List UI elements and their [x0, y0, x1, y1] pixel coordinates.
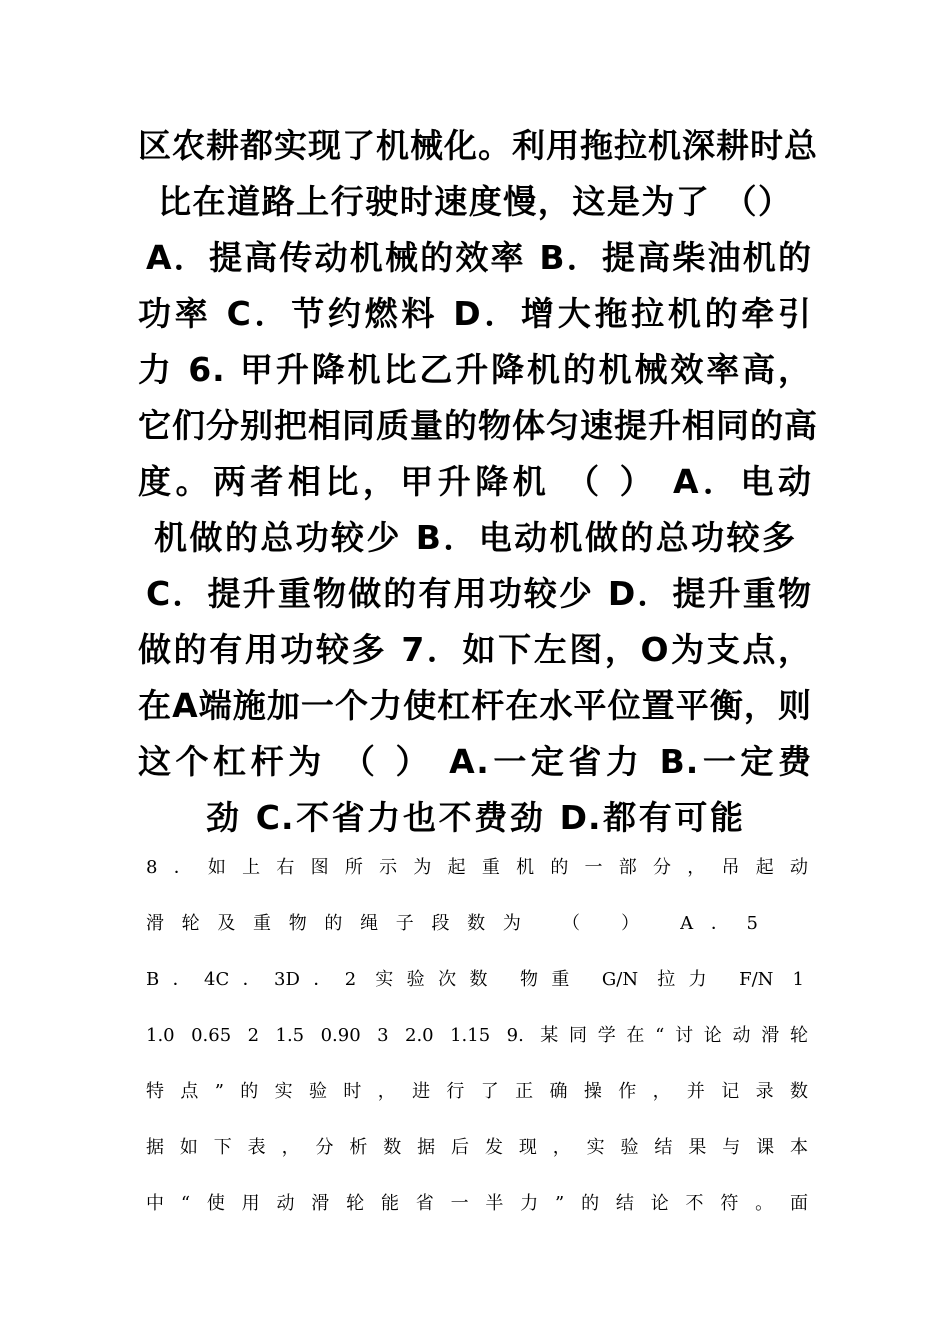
text-line: 劲 C.不省力也不费劲 D.都有可能 — [206, 798, 744, 837]
text-line: 它们分别把相同质量的物体匀速提升相同的高 — [138, 406, 818, 445]
text-line: 功率 C．节约燃料 D．增大拖拉机的牵引 — [138, 294, 812, 333]
text-line: 在A端施加一个力使杠杆在水平位置平衡，则 — [138, 686, 812, 725]
text-line-small: 滑轮及重物的绳子段数为 （ ） A．5 — [146, 913, 758, 934]
text-line: 做的有用功较多 7．如下左图，O为支点， — [138, 630, 812, 669]
text-line-small: B．4C．3D．2 实验次数 物重 G/N 拉力 F/N 1 — [146, 969, 804, 990]
text-line: 力 6. 甲升降机比乙升降机的机械效率高， — [138, 350, 812, 389]
text-line: 机做的总功较少 B．电动机做的总功较多 — [154, 518, 796, 557]
text-line: C．提升重物做的有用功较少 D．提升重物 — [146, 574, 812, 613]
text-line: A．提高传动机械的效率 B．提高柴油机的 — [146, 238, 812, 277]
text-line-small: 据如下表，分析数据后发现，实验结果与课本 — [146, 1137, 808, 1158]
text-line-small: 8．如上右图所示为起重机的一部分，吊起动 — [146, 857, 808, 878]
text-line: 区农耕都实现了机械化。利用拖拉机深耕时总 — [138, 126, 818, 165]
text-line: 度。两者相比，甲升降机 （ ） A．电动 — [138, 462, 812, 501]
text-line: 这个杠杆为 （ ） A.一定省力 B.一定费 — [138, 742, 812, 781]
text-line-small: 1.0 0.65 2 1.5 0.90 3 2.0 1.15 9. 某同学在“讨论动滑轮 — [146, 1025, 808, 1046]
text-line-small: 中“使用动滑轮能省一半力”的结论不符。面 — [146, 1193, 808, 1214]
text-line-small: 特点”的实验时，进行了正确操作，并记录数 — [146, 1081, 808, 1102]
text-line: 比在道路上行驶时速度慢，这是为了 （） — [158, 182, 792, 221]
